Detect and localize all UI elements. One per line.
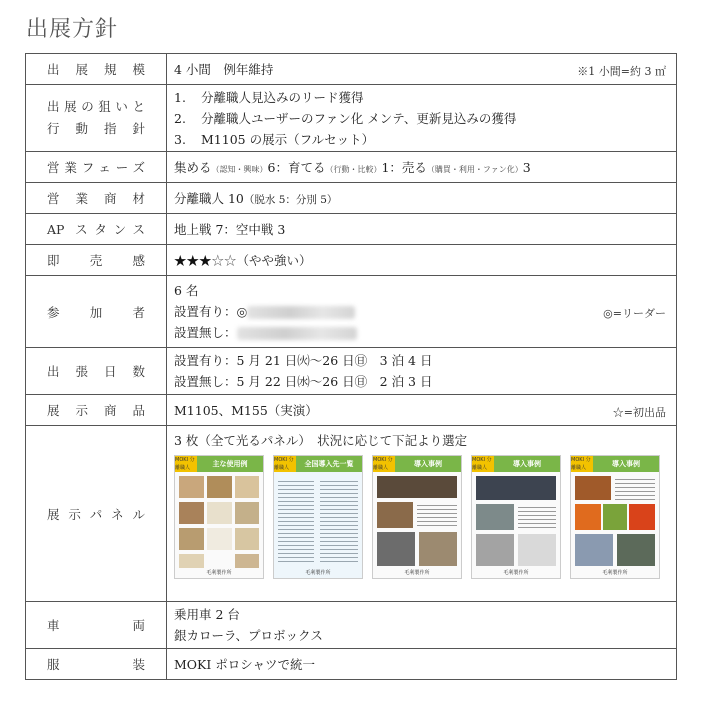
item-text: 分離職人ユーザーのファン化 メンテ、更新見込みの獲得 [201, 110, 517, 126]
panel-tag: MOKI 分離職人 [472, 456, 494, 472]
label-text: AP スタンス [47, 222, 145, 237]
panel-heading: 全国導入先一覧 [304, 460, 354, 468]
row-label [26, 348, 167, 395]
panel-thumbnail [372, 455, 462, 579]
panel-thumbnail [174, 455, 264, 579]
panel-image [179, 476, 259, 568]
row-panels [26, 426, 677, 602]
panel-header [472, 456, 560, 472]
row-label [26, 152, 167, 183]
participants-count: 6 名 [174, 283, 199, 298]
panel-footer: 毛利製作所 [305, 570, 331, 576]
panel-heading: 主な使用例 [212, 460, 248, 468]
redacted-names [247, 306, 355, 319]
panel-footer: 毛利製作所 [206, 570, 232, 576]
panel-header [373, 456, 461, 472]
scale-value: 4 小間 例年維持 [174, 62, 274, 77]
label-text: 即売感 [47, 253, 145, 268]
row-label [26, 395, 167, 426]
row-attire [26, 649, 677, 680]
item-number: 2. [174, 110, 186, 126]
phase-3-value: 3 [522, 160, 531, 175]
days-line-1: 設置有り：5 月 21 日㈫～26 日㊐ 3 泊 4 日 [174, 353, 433, 368]
row-participants [26, 276, 677, 348]
row-label [26, 183, 167, 214]
materials-value: 分離職人 10 [174, 191, 244, 206]
days-line-2: 設置無し：5 月 22 日㈬～26 日㊐ 2 泊 3 日 [174, 374, 433, 389]
phase-2-value: 1：売る [381, 160, 427, 175]
panel-heading: 導入事例 [612, 460, 640, 468]
scale-note: ※1 小間=約 3 ㎡ [577, 65, 666, 78]
participants-with-label: 設置有り：◎ [174, 304, 248, 319]
row-phase [26, 152, 677, 183]
participants-with [174, 301, 676, 322]
row-aims [26, 85, 677, 152]
label-text: 参加者 [47, 304, 145, 320]
phase-1: 集める [174, 160, 212, 175]
panel-tag: MOKI 分離職人 [274, 456, 296, 472]
row-label [26, 245, 167, 276]
row-value [167, 426, 677, 602]
redacted-names [237, 327, 357, 340]
panel-heading: 導入事例 [414, 460, 442, 468]
row-label [26, 85, 167, 152]
aims-list [174, 87, 676, 150]
phase-2-sub: （行動・比較） [325, 165, 382, 174]
panel-thumbnails [174, 455, 676, 579]
attire-value: MOKI ポロシャツで統一 [174, 657, 316, 672]
label-text: 営業商材 [47, 191, 145, 206]
row-label [26, 54, 167, 85]
panel-thumbnail [471, 455, 561, 579]
panel-header [571, 456, 659, 472]
list-item [174, 87, 676, 108]
panel-tag: MOKI 分離職人 [373, 456, 395, 472]
rating-stars-filled: ★★★ [174, 253, 212, 268]
participants-without [174, 322, 676, 343]
row-value [167, 602, 677, 649]
row-value [167, 85, 677, 152]
item-number: 3. [174, 131, 186, 147]
row-value [167, 276, 677, 348]
row-value [167, 245, 677, 276]
row-label [26, 649, 167, 680]
exhibit-policy-table [25, 53, 677, 680]
vehicles-line-2: 銀カローラ、プロボックス [174, 628, 323, 643]
row-label [26, 276, 167, 348]
panels-summary: 3 枚（全て光るパネル） 状況に応じて下記より選定 [174, 433, 468, 448]
panel-thumbnail [273, 455, 363, 579]
row-products [26, 395, 677, 426]
row-vehicles [26, 602, 677, 649]
panel-image [377, 476, 457, 568]
panel-image [278, 476, 358, 568]
row-value [167, 152, 677, 183]
row-value [167, 183, 677, 214]
panel-thumbnail [570, 455, 660, 579]
panel-heading: 導入事例 [513, 460, 541, 468]
label-text: 出展規模 [47, 62, 145, 77]
panel-header [274, 456, 362, 472]
phase-3-sub: （購買・利用・ファン化） [426, 165, 523, 174]
row-label [26, 602, 167, 649]
label-text-line2: 行動指針 [47, 121, 145, 136]
panel-tag: MOKI 分離職人 [571, 456, 593, 472]
label-text: 展示商品 [47, 403, 145, 418]
panel-header [175, 456, 263, 472]
products-value: M1105、M155（実演） [174, 403, 318, 418]
panel-footer: 毛利製作所 [503, 570, 529, 576]
vehicles-line-1: 乗用車 2 台 [174, 607, 240, 622]
row-days [26, 348, 677, 395]
panel-footer: 毛利製作所 [602, 570, 628, 576]
row-label [26, 426, 167, 602]
row-feel [26, 245, 677, 276]
row-scale [26, 54, 677, 85]
row-value [167, 395, 677, 426]
rating-stars-empty: ☆☆ [211, 253, 237, 268]
panel-image [575, 476, 655, 568]
list-item [174, 129, 676, 150]
row-stance [26, 214, 677, 245]
rating-text: （やや強い） [236, 253, 312, 268]
label-text: 出張日数 [47, 364, 145, 379]
participants-note: ◎=リーダー [603, 307, 666, 320]
list-item [174, 108, 676, 129]
row-value [167, 214, 677, 245]
item-text: 分離職人見込みのリード獲得 [201, 89, 364, 105]
label-text: 営業フェーズ [47, 160, 145, 175]
panel-footer: 毛利製作所 [404, 570, 430, 576]
label-text: 服装 [47, 657, 145, 672]
label-text: 車両 [47, 618, 145, 633]
stance-value: 地上戦 7：空中戦 3 [174, 222, 286, 237]
label-text: 展示パネル [47, 506, 145, 522]
page-title: 出展方針 [26, 17, 119, 42]
label-text-line1: 出展の狙いと [47, 99, 145, 114]
item-number: 1. [174, 89, 186, 105]
panel-tag: MOKI 分離職人 [175, 456, 197, 472]
materials-sub: （脱水 5：分別 5） [243, 194, 338, 206]
panel-image [476, 476, 556, 568]
item-text: M1105 の展示（フルセット） [201, 131, 375, 147]
row-materials [26, 183, 677, 214]
row-label [26, 214, 167, 245]
row-value [167, 649, 677, 680]
row-value [167, 54, 677, 85]
phase-1-sub: （認知・興味） [211, 165, 268, 174]
row-value [167, 348, 677, 395]
phase-1-value: 6：育てる [267, 160, 326, 175]
products-note: ☆=初出品 [612, 406, 666, 419]
participants-without-label: 設置無し： [174, 325, 237, 340]
